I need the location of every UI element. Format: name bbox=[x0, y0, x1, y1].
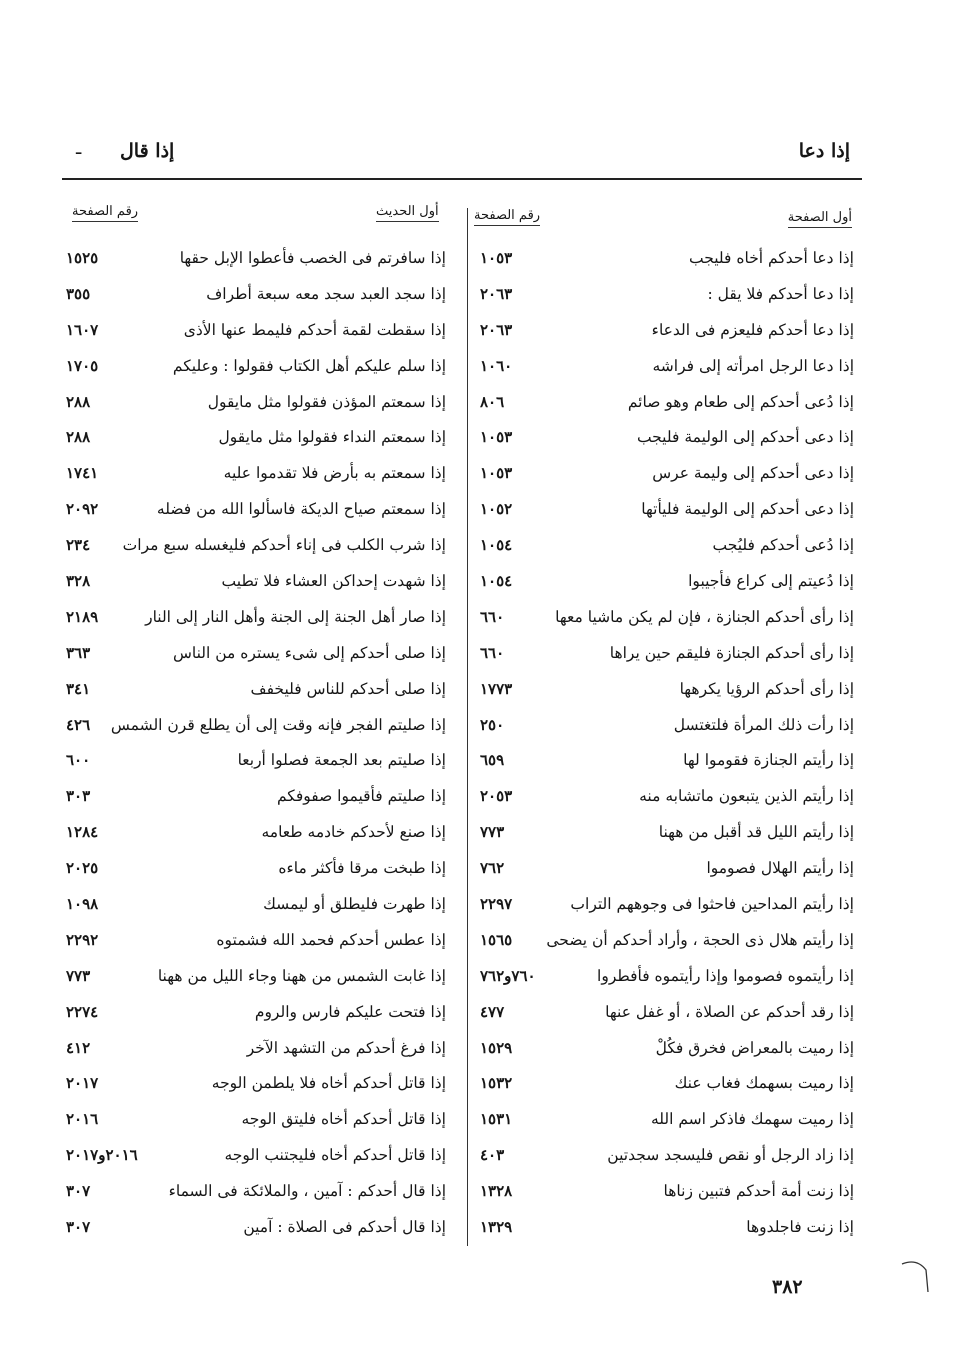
page-reference: ٢٠٩٢ bbox=[66, 500, 99, 519]
hadith-opening: إذا صار أهل الجنة إلى الجنة وأهل النار إلى النار bbox=[145, 607, 446, 626]
index-entry bbox=[62, 601, 446, 637]
index-entry bbox=[478, 852, 854, 888]
index-entry bbox=[478, 780, 854, 816]
index-entry bbox=[62, 673, 446, 709]
page-reference: ٤٧٧ bbox=[480, 1002, 505, 1021]
hadith-opening: إذا رأى أحدكم الجنازة فليقم حين يراها bbox=[609, 643, 854, 662]
page-reference: ٢٢٧٤ bbox=[66, 1002, 99, 1021]
hadith-opening: إذا قاتل أحدكم أخاه فلا يلطمن الوجه bbox=[211, 1074, 446, 1093]
index-entry bbox=[478, 924, 854, 960]
hadith-opening: إذا شهدت إحداكن العشاء فلا تطيب bbox=[221, 572, 446, 591]
page-reference: ١٥٣١ bbox=[480, 1110, 513, 1129]
page-reference: ٤٢٦ bbox=[66, 715, 91, 734]
page-reference: ٣٠٧ bbox=[66, 1218, 91, 1237]
hadith-opening: إذا دعا أحدكم فليعزم فى الدعاء bbox=[651, 320, 854, 339]
index-entry bbox=[62, 1032, 446, 1068]
index-entry bbox=[62, 565, 446, 601]
page-reference: ١٠٥٣ bbox=[480, 428, 513, 447]
index-entry bbox=[478, 457, 854, 493]
page-reference: ٢٢٩٧ bbox=[480, 895, 513, 914]
hadith-opening: إذا سقطت لقمة أحدكم فليمط عنها الأذى bbox=[183, 320, 446, 339]
page-reference: ٧٧٣ bbox=[480, 823, 505, 842]
running-head-dash: ـ bbox=[76, 138, 82, 159]
hadith-opening: إذا سلم عليكم أهل الكتاب فقولوا : وعليكم bbox=[172, 356, 446, 375]
index-entry bbox=[478, 350, 854, 386]
page-reference: ١٧٧٣ bbox=[480, 679, 513, 698]
page-reference: ١٧٠٥ bbox=[66, 356, 99, 375]
left-column-first-header: أول الحديث bbox=[376, 204, 439, 219]
hadith-opening: إذا رقد أحدكم عن الصلاة ، أو غفل عنها bbox=[605, 1002, 854, 1021]
index-entry bbox=[478, 888, 854, 924]
page-reference: ٣٥٥ bbox=[66, 284, 91, 303]
page-reference: ٦٠٠ bbox=[66, 751, 91, 770]
index-entry bbox=[62, 709, 446, 745]
hadith-opening: إذا دعا أحدكم أخاه فليجب bbox=[689, 249, 854, 267]
corner-mark-icon bbox=[900, 1258, 940, 1298]
index-entry bbox=[62, 421, 446, 457]
index-entry bbox=[478, 673, 854, 709]
page-reference: ٨٠٦ bbox=[480, 392, 505, 411]
page-reference: ٢٠١٦و٢٠١٧ bbox=[66, 1146, 138, 1165]
hadith-opening: إذا صليتم بعد الجمعة فصلوا أربعا bbox=[237, 751, 446, 770]
index-entry bbox=[62, 242, 446, 278]
hadith-opening: إذا دُعى أحدكم فليُجب bbox=[712, 536, 854, 555]
hadith-opening: إذا سمعتم صياح الديكة فاسألوا الله من فضله bbox=[156, 500, 446, 519]
index-entry bbox=[62, 816, 446, 852]
page-number: ٣٨٢ bbox=[772, 1276, 803, 1298]
index-entry bbox=[478, 637, 854, 673]
page-reference: ١٣٢٩ bbox=[480, 1218, 513, 1237]
page-reference: ١٠٥٣ bbox=[480, 249, 513, 267]
hadith-opening: إذا دُعيتم إلى كراع فأجيبوا bbox=[688, 572, 854, 591]
index-entry bbox=[478, 744, 854, 780]
index-entry bbox=[62, 350, 446, 386]
page-reference: ١٥٣٢ bbox=[480, 1074, 513, 1093]
page-reference: ٢٠٦٣ bbox=[480, 284, 513, 303]
index-entry bbox=[62, 1139, 446, 1175]
hadith-opening: إذا شرب الكلب فى إناء أحدكم فليغسله سبع مرات bbox=[122, 536, 446, 555]
hadith-opening: إذا رأيتم الليل قد أقبل من ههنا bbox=[658, 823, 854, 842]
column-divider bbox=[467, 208, 468, 1246]
hadith-opening: إذا دُعى أحدكم إلى طعام وهو صائم bbox=[627, 392, 854, 411]
page-reference: ٤٠٣ bbox=[480, 1146, 505, 1165]
index-entry bbox=[62, 637, 446, 673]
hadith-opening: إذا رميت بسهمك فغاب عنك bbox=[674, 1074, 854, 1093]
index-entry bbox=[478, 960, 854, 996]
hadith-opening: إذا رأيتم الذين يتبعون ماتشابه منه bbox=[639, 787, 854, 806]
hadith-opening: إذا زاد الرجل أو نقص فليسجد سجدتين bbox=[607, 1146, 854, 1165]
index-entry bbox=[62, 744, 446, 780]
index-entry bbox=[62, 1175, 446, 1211]
index-entry bbox=[478, 386, 854, 422]
page-reference: ٢٠١٧ bbox=[66, 1074, 99, 1093]
page-reference: ١٧٤١ bbox=[66, 464, 99, 483]
page-reference: ٣٢٨ bbox=[66, 572, 91, 591]
hadith-opening: إذا عطس أحدكم فحمد الله فشمتوه bbox=[216, 930, 446, 949]
page-reference: ١٥٢٥ bbox=[66, 249, 99, 267]
hadith-opening: إذا سجد العبد سجد معه سبعة أطراف bbox=[206, 284, 446, 303]
page-reference: ١٦٠٧ bbox=[66, 320, 99, 339]
page-reference: ٢١٨٩ bbox=[66, 607, 99, 626]
page-reference: ٢٠٥٣ bbox=[480, 787, 513, 806]
page-reference: ٣٤١ bbox=[66, 679, 91, 698]
left-index-column bbox=[62, 242, 446, 1247]
page-reference: ٣٠٣ bbox=[66, 787, 91, 806]
left-column-page-header: رقم الصفحة bbox=[72, 204, 139, 219]
hadith-opening: إذا رميت سهمك فاذكر اسم الله bbox=[650, 1110, 854, 1129]
index-entry bbox=[62, 960, 446, 996]
page-reference: ٢٠٦٣ bbox=[480, 320, 513, 339]
index-entry bbox=[62, 278, 446, 314]
page-reference: ٢٨٨ bbox=[66, 392, 91, 411]
index-entry bbox=[62, 888, 446, 924]
page-reference: ٧٧٣ bbox=[66, 966, 91, 985]
page-reference: ١٢٨٤ bbox=[66, 823, 99, 842]
hadith-opening: إذا قاتل أحدكم أخاه فليجتنب الوجه bbox=[224, 1146, 446, 1165]
hadith-opening: إذا طهرت فليطلق أو ليمسك bbox=[263, 895, 446, 914]
page-reference: ١٠٥٤ bbox=[480, 536, 513, 555]
hadith-opening: إذا سمعتم به بأرض فلا تقدموا عليه bbox=[223, 464, 446, 483]
page-reference: ١٠٦٠ bbox=[480, 356, 513, 375]
hadith-opening: إذا زنت فاجلدوها bbox=[746, 1218, 854, 1237]
index-entry bbox=[62, 996, 446, 1032]
page-reference: ١٠٩٨ bbox=[66, 895, 99, 914]
index-entry bbox=[478, 1067, 854, 1103]
hadith-opening: إذا دعى أحدكم إلى وليمة عرس bbox=[652, 464, 854, 483]
index-entry bbox=[62, 924, 446, 960]
page-reference: ٢٠١٦ bbox=[66, 1110, 99, 1129]
index-entry bbox=[62, 1103, 446, 1139]
hadith-opening: إذا رأى أحدكم الرؤيا يكرهها bbox=[679, 679, 854, 698]
page-reference: ٦٦٠ bbox=[480, 643, 505, 662]
page-reference: ١٣٢٨ bbox=[480, 1182, 513, 1201]
hadith-opening: إذا رأت ذلك المرأة فلتغتسل bbox=[673, 715, 854, 734]
hadith-opening: إذا غابت الشمس من ههنا وجاء الليل من ههنا bbox=[157, 966, 446, 985]
hadith-opening: إذا زنت أمة أحدكم فتبين زناها bbox=[663, 1182, 854, 1201]
hadith-opening: إذا رميت بالمعراض فخرق فكُلْ bbox=[655, 1038, 854, 1057]
index-entry bbox=[62, 457, 446, 493]
hadith-opening: إذا صلى أحدكم للناس فليخفف bbox=[250, 679, 446, 698]
page-reference: ٦٦٠ bbox=[480, 607, 505, 626]
hadith-opening: إذا صلى أحدكم إلى شىء يستره من الناس bbox=[172, 643, 446, 662]
index-entry bbox=[478, 314, 854, 350]
index-entry bbox=[478, 565, 854, 601]
index-entry bbox=[478, 529, 854, 565]
page-reference: ٧٦٢ bbox=[480, 859, 505, 878]
hadith-opening: إذا رأيتم المداحين فاحثوا فى وجوههم التراب bbox=[570, 895, 854, 914]
page-reference: ١٥٢٩ bbox=[480, 1038, 513, 1057]
header-rule bbox=[62, 178, 862, 180]
right-column-first-header: أول الصفحة bbox=[787, 210, 852, 225]
index-entry bbox=[478, 816, 854, 852]
hadith-opening: إذا قال أحدكم : آمين ، والملائكة فى السماء bbox=[168, 1182, 446, 1201]
index-entry bbox=[478, 278, 854, 314]
index-entry bbox=[62, 386, 446, 422]
index-entry bbox=[478, 1103, 854, 1139]
page-reference: ٦٥٩ bbox=[480, 751, 505, 770]
hadith-opening: إذا طبخت مرقا فأكثر ماءه bbox=[278, 859, 446, 878]
page-reference: ٣٠٧ bbox=[66, 1182, 91, 1201]
index-entry bbox=[62, 1211, 446, 1247]
index-entry bbox=[478, 1211, 854, 1247]
page-reference: ٣٦٣ bbox=[66, 643, 91, 662]
page-reference: ٤١٢ bbox=[66, 1038, 91, 1057]
page-reference: ١٥٦٥ bbox=[480, 930, 513, 949]
index-entry bbox=[62, 780, 446, 816]
index-entry bbox=[62, 852, 446, 888]
index-entry bbox=[478, 1175, 854, 1211]
index-entry bbox=[478, 242, 854, 278]
index-entry bbox=[478, 421, 854, 457]
running-head-right: إذا دعا bbox=[798, 140, 850, 162]
page-reference: ١٠٥٢ bbox=[480, 500, 513, 519]
hadith-opening: إذا رأيتموه فصوموا وإذا رأيتموه فأفطروا bbox=[597, 966, 854, 985]
page-reference: ١٠٥٣ bbox=[480, 464, 513, 483]
hadith-opening: إذا صليتم الفجر فإنه وقت إلى أن يطلع قرن الشمس bbox=[110, 715, 446, 734]
index-entry bbox=[478, 1139, 854, 1175]
index-entry bbox=[478, 996, 854, 1032]
right-column-page-header: رقم الصفحة bbox=[474, 208, 541, 223]
hadith-opening: إذا فرغ أحدكم من التشهد الآخر bbox=[246, 1038, 446, 1057]
hadith-opening: إذا دعا الرجل امرأته إلى فراشه bbox=[652, 356, 854, 375]
page-reference: ٧٦٠و٧٦٢ bbox=[480, 966, 536, 985]
hadith-opening: إذا صليتم فأقيموا صفوفكم bbox=[276, 787, 446, 806]
hadith-opening: إذا صنع لأحدكم خادمه طعامه bbox=[261, 823, 446, 842]
running-head-left: إذا قال bbox=[120, 140, 175, 162]
index-entry bbox=[478, 1032, 854, 1068]
page-reference: ٢٥٠ bbox=[480, 715, 505, 734]
hadith-opening: إذا رأيتم هلال ذى الحجة ، وأراد أحدكم أن يضحى bbox=[546, 930, 854, 949]
hadith-opening: إذا قال أحدكم فى الصلاة : آمين bbox=[243, 1218, 446, 1237]
hadith-opening: إذا فتحت عليكم فارس والروم bbox=[254, 1002, 446, 1021]
hadith-opening: إذا دعى أحدكم إلى الوليمة فليجب bbox=[636, 428, 854, 447]
index-entry bbox=[62, 1067, 446, 1103]
hadith-opening: إذا رأى أحدكم الجنازة ، فإن لم يكن ماشيا معها bbox=[555, 607, 854, 626]
index-entry bbox=[62, 493, 446, 529]
hadith-opening: إذا قاتل أحدكم أخاه فليتق الوجه bbox=[241, 1110, 446, 1129]
index-entry bbox=[478, 493, 854, 529]
page-reference: ٢٨٨ bbox=[66, 428, 91, 447]
hadith-opening: إذا سافرتم فى الخصب فأعطوا الإبل حقها bbox=[179, 249, 446, 267]
hadith-opening: إذا رأيتم الهلال فصوموا bbox=[706, 859, 854, 878]
page-reference: ١٠٥٤ bbox=[480, 572, 513, 591]
hadith-opening: إذا سمعتم المؤذن فقولوا مثل مايقول bbox=[207, 392, 446, 411]
right-index-column bbox=[478, 242, 854, 1247]
index-entry bbox=[478, 601, 854, 637]
hadith-opening: إذا دعا أحدكم فلا يقل : bbox=[707, 284, 854, 303]
hadith-opening: إذا دعى أحدكم إلى الوليمة فليأتها bbox=[641, 500, 854, 519]
hadith-opening: إذا سمعتم النداء فقولوا مثل مايقول bbox=[218, 428, 446, 447]
page-reference: ٢٢٩٢ bbox=[66, 930, 99, 949]
index-entry bbox=[62, 529, 446, 565]
page-reference: ٢٣٤ bbox=[66, 536, 91, 555]
page-reference: ٢٠٢٥ bbox=[66, 859, 99, 878]
index-entry bbox=[62, 314, 446, 350]
hadith-opening: إذا رأيتم الجنازة فقوموا لها bbox=[683, 751, 854, 770]
index-entry bbox=[478, 709, 854, 745]
